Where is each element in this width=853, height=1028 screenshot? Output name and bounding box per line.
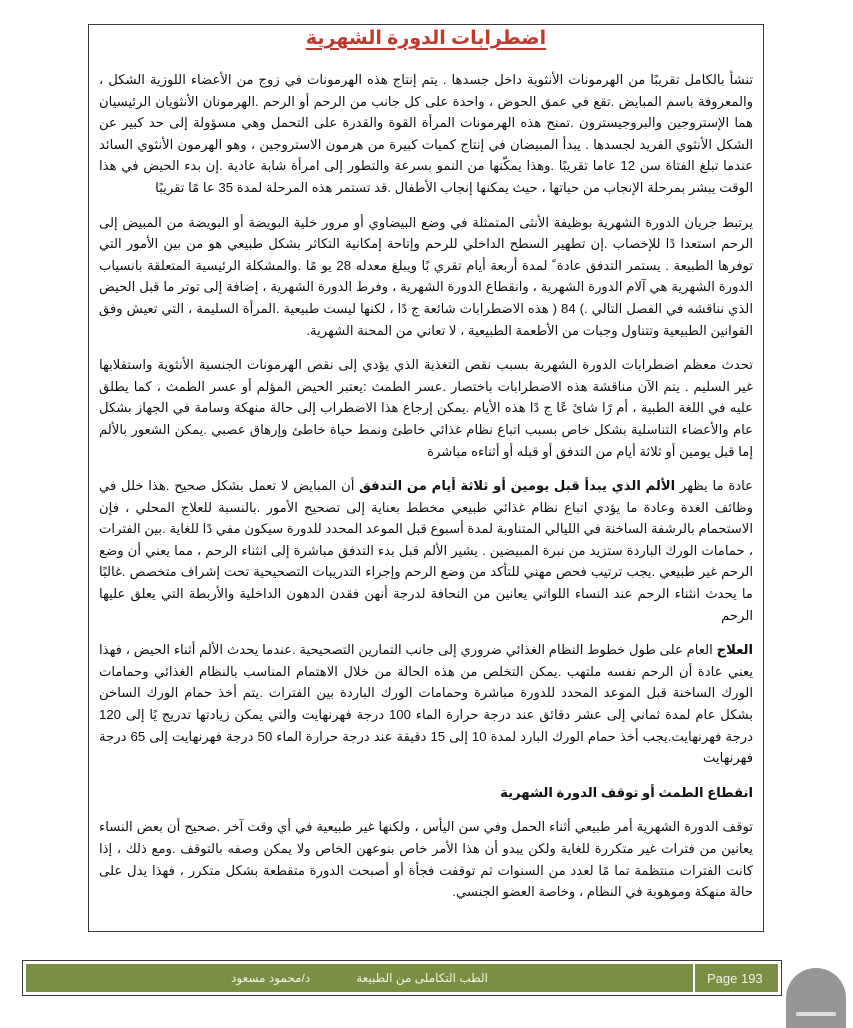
scroll-handle[interactable] — [786, 968, 846, 1028]
paragraph-4-rest: أن المبايض لا تعمل بشكل صحيح .هذا خلل في وظائف الغدة وعادة ما يؤدي اتباع نظام غذائي طبيعي مخطط بعناية إلى تصحيح الأمور .بالنسبة للعلاج المحلي ، فإن الاستحمام بالرشفة الساخنة في الليالي المتناوبة لمدة أسبوع قبل الموعد المحدد للدورة سيكون مفي دًا للغاية .بين الفترات ، حمامات الورك الباردة ستزيد من نبرة المبيضين . يشير الألم قبل بدء التدفق مباشرة إلى انثناء الرحم ، مما يعني أن وضع الرحم غير طبيعي .يجب ترتيب فحص مهني للتأكد من وضع الرحم وإجراء التدريبات التصحيحية تحت إشراف متخصص .غالبًا ما يحدث انثناء الرحم عند النساء اللواتي يعانين من النحافة لدرجة أنهن فقدن الدهون الداخلية والأربطة التي يعلق عليها الرحم — [99, 478, 753, 623]
paragraph-4 — [99, 475, 753, 626]
paragraph-3: تحدث معظم اضطرابات الدورة الشهرية بسبب نقص التغذية الذي يؤدي إلى نقص الهرمونات الجنسية الأنثوية واستقلابها غير السليم . يتم الآن مناقشة هذه الاضطرابات باختصار .عسر الطمث :يعتبر الحيض المؤلم أو عسر الطمث ، كما يطلق عليه في اللغة الطبية ، أم رًا شائ عًا ج دًا هذه الأيام .يمكن إرجاع هذا الاضطراب إلى حالة منهكة وسامة في الجهاز بشكل عام والأعضاء التناسلية بشكل خاص بسبب اتباع نظام غذائي خاطئ ونمط حياة خاطئ وإرهاق عصبي .يمكن الشعور بالألم إما قبل يومين أو ثلاثة أيام من التدفق أو قبله أو أثناءه مباشرة — [99, 357, 753, 459]
paragraph-4-lead: عادة ما يظهر — [675, 478, 753, 494]
paragraph-1: تنشأ بالكامل تقريبًا من الهرمونات الأنثوية داخل جسدها . يتم إنتاج هذه الهرمونات في زوج من الأعضاء اللوزية الشكل ، والمعروفة باسم المبايض .تقع في عمق الحوض ، واحدة على كل جانب من الرحم أو الرحم .الهرمونان الأنثويان الرئيسيان هما الإستروجين والبروجيسترون .تمنح هذه الهرمونات المرأة القوة والقدرة على التحمل وهي مسؤولة إلى حد كبير عن الشكل الأنثوي الفريد لجسدها . يبدأ المبيضان في إنتاج كميات كبيرة من هرمون الاستروجين ، وهو الهرمون الأنثوي السائد عندما تبلغ الفتاة سن 12 عاما تقريبًا .وهذا يمكّنها من النمو بسرعة والتطور إلى امرأة شابة عادية .إن بدء الحيض في هذا الوقت يبشر بمرحلة الإنجاب من حياتها ، حيث يمكنها إنجاب الأطفال .قد تستمر هذه المرحلة لمدة 35 عا مًا تقريبًا — [99, 72, 754, 195]
page-footer — [22, 960, 782, 996]
footer-author: د/محمود مسعود — [231, 971, 311, 985]
page-title — [89, 27, 763, 50]
grip-icon — [796, 1012, 836, 1016]
paragraph-5-bold: العلاج — [716, 642, 753, 658]
section-subheading: انقطاع الطمث أو توقف الدورة الشهرية — [500, 784, 753, 800]
paragraph-4-bold: الألم الذي يبدأ قبل يومين أو ثلاثة أيام من التدفق — [359, 478, 676, 494]
page-title-text: اضطرابات الدورة الشهرية — [305, 28, 547, 49]
footer-page-number: Page 193 — [707, 970, 763, 986]
footer-main — [26, 964, 695, 992]
footer-bar — [26, 964, 778, 992]
paragraph-5 — [99, 639, 753, 769]
page-frame — [88, 24, 764, 932]
document-body — [99, 69, 753, 916]
paragraph-6: توقف الدورة الشهرية أمر طبيعي أثناء الحمل وفي سن اليأس ، ولكنها غير طبيعية في أي وقت آخر .صحيح أن بعض النساء يعانين من فترات غير متكررة للغاية ولكن يبدو أن هذا الأمر خاص بنوعهن الخاص ولا يمكن وصفه بالتوقف .ومع ذلك ، إذا كانت الفترات منتظمة تما مًا لعدد من السنوات ثم توقفت فجأة أو أصبحت الدورة متقطعة بشكل متكرر ، فهذا يدل على حالة منهكة وموهوبة في النظام ، وخاصة العضو الجنسي. — [99, 819, 753, 900]
paragraph-2: يرتبط جريان الدورة الشهرية بوظيفة الأنثى المتمثلة في وضع البيضاوي أو مرور خلية البويضة أو البويضة من المبيض إلى الرحم استعدا دًا للإخصاب .إن تطهير السطح الداخلي للرحم وإتاحة إمكانية التكاثر بشكل طبيعي هو من بين الأمور التي توفرها الطبيعة . يستمر التدفق عادة ً لمدة أربعة أيام تقري بًا ويبلغ معدله 28 يو مًا .والمشكلة الرئيسية المتعلقة بانسياب الدورة الشهرية هي آلام الدورة الشهرية ، وانقطاع الدورة الشهرية ، وفرط الدورة الشهرية ، إضافة إلى توتر ما قبل الحيض الذي نناقشه في الفصل التالي .) 84 ( هذه الاضطرابات شائعة ج دًا ، لكنها ليست طبيعية .المرأة السليمة ، التي تعيش وفق القوانين الطبيعية وتتناول وجبات من الأطعمة الطبيعية ، لا تعاني من المحنة الشهرية. — [99, 214, 753, 338]
paragraph-5-rest: العام على طول خطوط النظام الغذائي ضروري إلى جانب التمارين التصحيحية .عندما يحدث الألم أثناء الحيض ، فهذا يعني عادة أن الرحم نفسه ملتهب .يمكن التخلص من هذه الحالة من خلال الاهتمام المناسب بالنظام الغذائي وحمامات الورك الساخنة قبل الموعد المحدد للدورة مباشرة وحمامات الورك الباردة بين الفترات .يتم أخذ حمام الورك الساخن بشكل عام لمدة ثماني إلى عشر دقائق عند درجة حرارة الماء 100 درجة فهرنهايت والتي يمكن زيادتها تدريج يًا إلى 120 درجة فهرنهايت.يجب أخذ حمام الورك البارد لمدة 10 إلى 15 دقيقة عند درجة حرارة الماء 50 درجة فهرنهايت إلى 65 درجة فهرنهايت — [99, 642, 753, 766]
footer-book-title: الطب التكاملى من الطبيعة — [356, 971, 488, 985]
